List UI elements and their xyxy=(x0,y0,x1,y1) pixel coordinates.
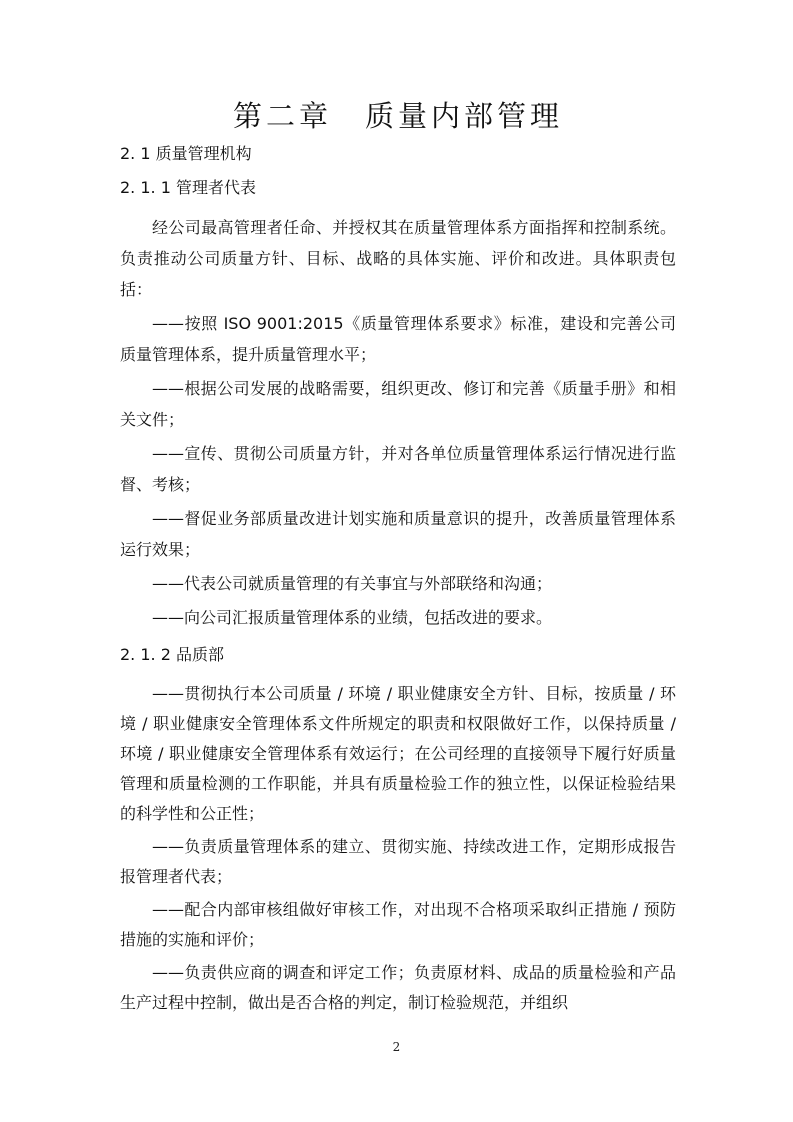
chapter-title: 第二章 质量内部管理 xyxy=(232,99,563,133)
section-heading-quality-org: 2. 1 质量管理机构 xyxy=(120,144,252,163)
paragraph: ——负责质量管理体系的建立、贯彻实施、持续改进工作，定期形成报告报管理者代表； xyxy=(120,837,676,886)
paragraph: ——配合内部审核组做好审核工作，对出现不合格项采取纠正措施 / 预防措施的实施和评价； xyxy=(120,900,676,949)
paragraph: ——督促业务部质量改进计划实施和质量意识的提升，改善质量管理体系运行效果； xyxy=(120,509,676,559)
paragraph: ——宣传、贯彻公司质量方针，并对各单位质量管理体系运行情况进行监督、考核； xyxy=(120,444,676,494)
document-page xyxy=(120,96,676,1021)
page-number: 2 xyxy=(392,1040,401,1054)
paragraph: ——根据公司发展的战略需要，组织更改、修订和完善《质量手册》和相关文件； xyxy=(120,379,676,429)
section-heading-quality-dept: 2. 1. 2 品质部 xyxy=(120,645,224,664)
section-heading-management-rep: 2. 1. 1 管理者代表 xyxy=(120,178,256,197)
paragraph: ——按照 ISO 9001:2015《质量管理体系要求》标准，建设和完善公司质量管理体系，提升质量管理水平； xyxy=(120,314,676,364)
paragraph: ——向公司汇报质量管理体系的业绩，包括改进的要求。 xyxy=(152,608,553,627)
paragraph: 经公司最高管理者任命、并授权其在质量管理体系方面指挥和控制系统。负责推动公司质量方针、目标、战略的具体实施、评价和改进。具体职责包括： xyxy=(120,218,676,299)
paragraph: ——负责供应商的调查和评定工作；负责原材料、成品的质量检验和产品生产过程中控制，做出是否合格的判定，制订检验规范，并组织 xyxy=(120,963,676,1012)
paragraph: ——代表公司就质量管理的有关事宜与外部联络和沟通； xyxy=(152,574,553,593)
paragraph: ——贯彻执行本公司质量 / 环境 / 职业健康安全方针、目标，按质量 / 环境 / 职业健康安全管理体系文件所规定的职责和权限做好工作，以保持质量 / 环境 / 职业健康安全管理体系有效运行；在公司经理的直接领导下履行好质量管理和质量检测的工作职能，并具有质量检验工作的独立性，以保证检验结果的科学性和公正性； xyxy=(120,684,676,823)
